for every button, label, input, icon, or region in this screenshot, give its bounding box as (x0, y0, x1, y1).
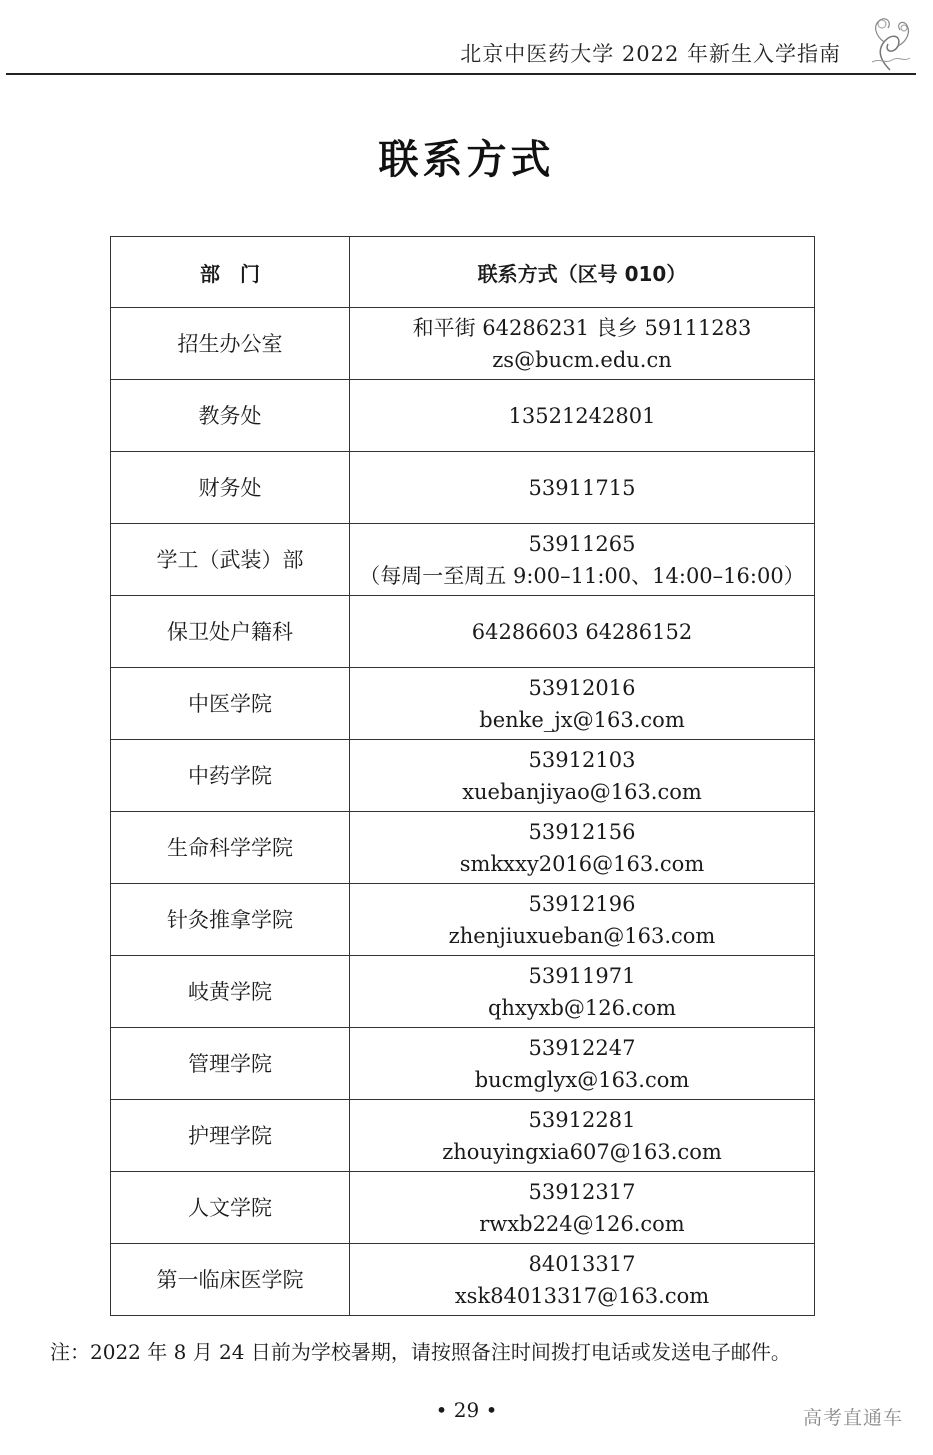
table-row (111, 668, 815, 740)
contact-line: smkxxy2016@163.com (459, 851, 705, 876)
department-cell: 生命科学学院 (111, 812, 350, 884)
contact-cell (350, 524, 815, 596)
contact-line: 64286603 64286152 (471, 619, 693, 644)
department-cell: 财务处 (111, 452, 350, 524)
contact-cell (350, 452, 815, 524)
department-cell: 保卫处户籍科 (111, 596, 350, 668)
table-row (111, 596, 815, 668)
table-row (111, 380, 815, 452)
table-row (111, 740, 815, 812)
table-row (111, 1244, 815, 1316)
contact-cell (350, 1172, 815, 1244)
table-row (111, 308, 815, 380)
contact-line: 13521242801 (508, 403, 656, 428)
contact-line: 53912247 (528, 1035, 636, 1060)
contact-cell (350, 884, 815, 956)
contact-line: xsk84013317@163.com (454, 1283, 710, 1308)
contact-cell (350, 812, 815, 884)
contact-line: 53911715 (528, 475, 636, 500)
contact-line: 84013317 (528, 1251, 636, 1276)
header-title: 北京中医药大学 2022 年新生入学指南 (460, 42, 841, 66)
table-row (111, 1172, 815, 1244)
table-row (111, 1028, 815, 1100)
contact-line: rwxb224@126.com (479, 1211, 685, 1236)
header-rule (6, 73, 916, 75)
department-cell: 招生办公室 (111, 308, 350, 380)
contact-line: 53911971 (528, 963, 636, 988)
contact-cell (350, 308, 815, 380)
department-cell: 针灸推拿学院 (111, 884, 350, 956)
contact-line: 53912156 (528, 819, 636, 844)
table-row (111, 524, 815, 596)
department-cell: 中医学院 (111, 668, 350, 740)
department-cell: 教务处 (111, 380, 350, 452)
contact-cell (350, 956, 815, 1028)
department-cell: 中药学院 (111, 740, 350, 812)
contact-line: 53912103 (528, 747, 636, 772)
table-row (111, 956, 815, 1028)
contact-line: zhenjiuxueban@163.com (448, 923, 716, 948)
table-row (111, 884, 815, 956)
contact-line: 53912196 (528, 891, 636, 916)
contact-line: benke_jx@163.com (479, 707, 685, 732)
watermark: 高考直通车 (802, 1407, 903, 1429)
contact-cell (350, 1028, 815, 1100)
contact-line: 53912016 (528, 675, 636, 700)
contact-line: zhouyingxia607@163.com (442, 1139, 722, 1164)
contact-cell (350, 1244, 815, 1316)
contact-cell (350, 1100, 815, 1172)
contact-cell (350, 740, 815, 812)
table-row (111, 452, 815, 524)
contact-line: （每周一至周五 9:00–11:00、14:00–16:00） (359, 563, 805, 588)
contact-cell (350, 596, 815, 668)
contact-line: 53911265 (528, 531, 636, 556)
department-cell: 护理学院 (111, 1100, 350, 1172)
department-cell: 人文学院 (111, 1172, 350, 1244)
department-cell: 第一临床医学院 (111, 1244, 350, 1316)
contact-cell (350, 380, 815, 452)
table-row (111, 812, 815, 884)
column-header-contact: 联系方式（区号 010） (350, 237, 815, 308)
contact-line: zs@bucm.edu.cn (492, 347, 672, 372)
page-number: • 29 • (435, 1398, 498, 1422)
table-header-row (111, 237, 815, 308)
contact-line: bucmglyx@163.com (474, 1067, 690, 1092)
contact-line: xuebanjiyao@163.com (462, 779, 702, 804)
column-header-department: 部 门 (111, 237, 350, 308)
contact-line: 53912281 (528, 1107, 636, 1132)
floral-ornament-icon (862, 12, 918, 74)
department-cell: 学工（武装）部 (111, 524, 350, 596)
contact-line: qhxyxb@126.com (487, 995, 677, 1020)
contact-line: 和平街 64286231 良乡 59111283 (412, 315, 752, 340)
department-cell: 岐黄学院 (111, 956, 350, 1028)
page-title: 联系方式 (378, 137, 555, 183)
table-row (111, 1100, 815, 1172)
footnote: 注：2022 年 8 月 24 日前为学校暑期，请按照备注时间拨打电话或发送电子邮件。 (50, 1340, 791, 1364)
contact-line: 53912317 (528, 1179, 636, 1204)
contacts-table (110, 236, 815, 1316)
contact-cell (350, 668, 815, 740)
department-cell: 管理学院 (111, 1028, 350, 1100)
